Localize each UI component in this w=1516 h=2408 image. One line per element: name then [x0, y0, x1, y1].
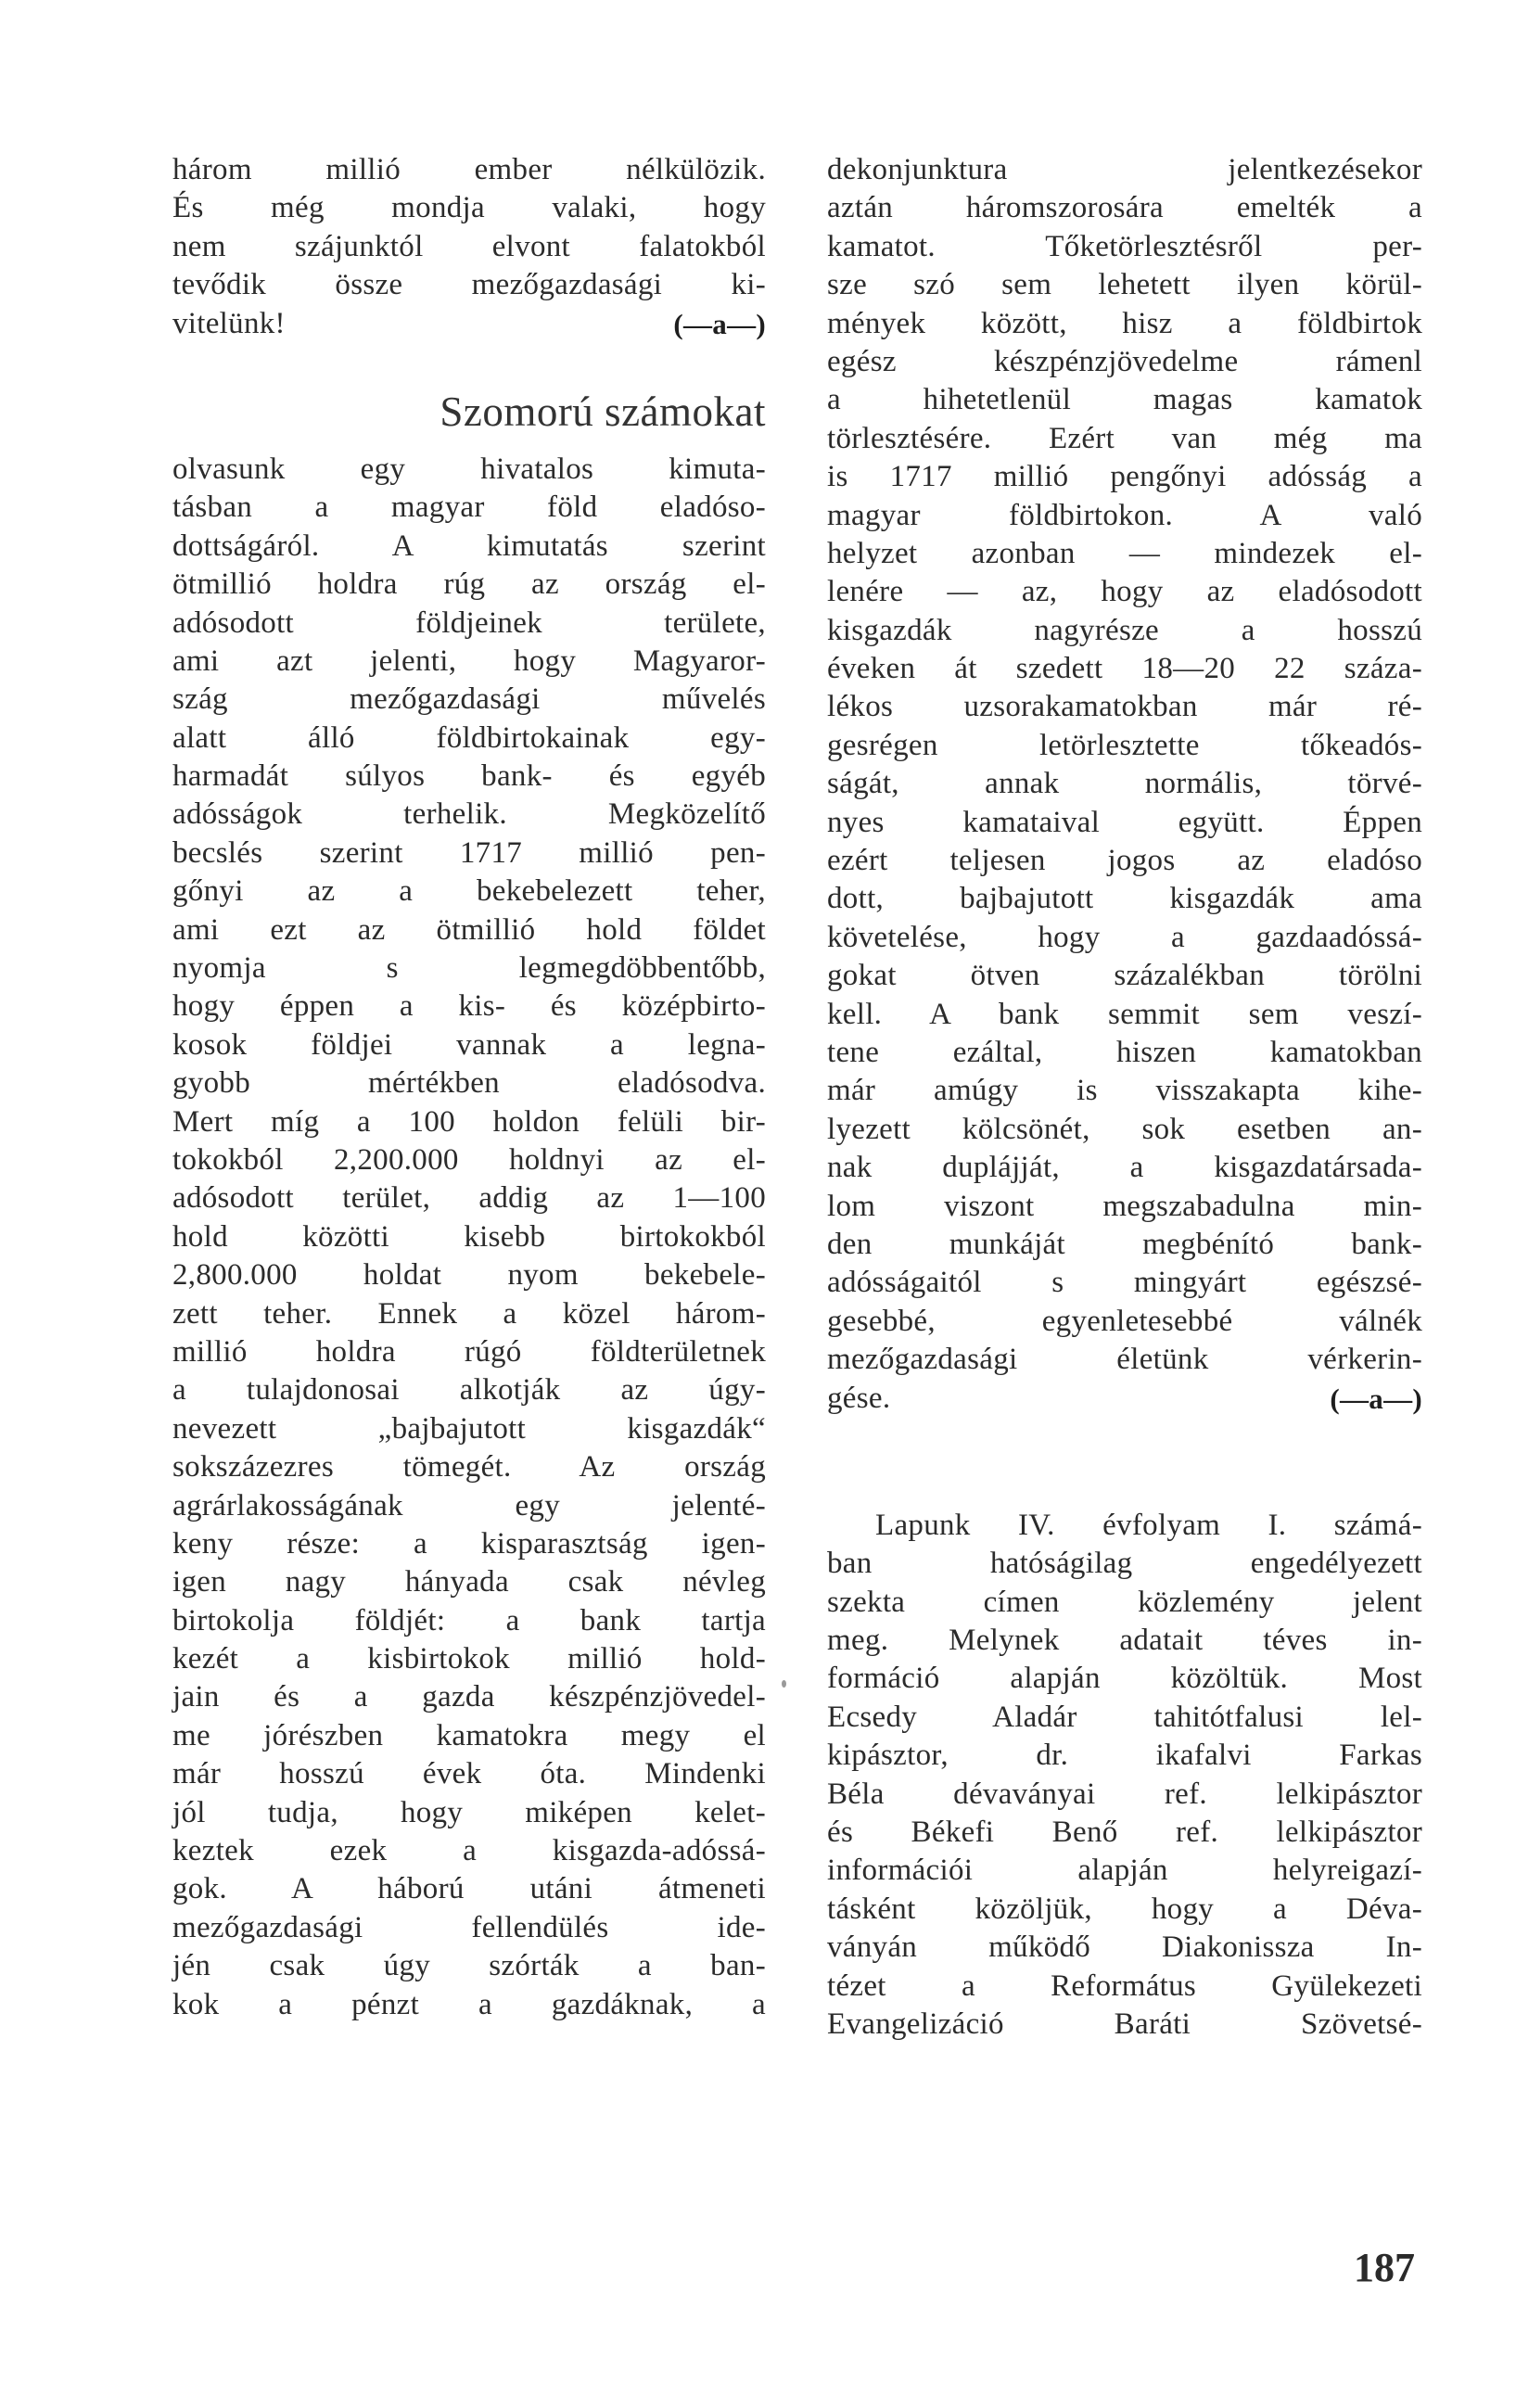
- text-line: gesrégen letörlesztette tőkeadós-: [827, 728, 1422, 762]
- text-line-end: vitelünk!: [172, 306, 286, 340]
- text-line: És még mondja valaki, hogy: [172, 191, 766, 225]
- correction-notice: [827, 1507, 1422, 2044]
- text-line: tevődik össze mezőgazdasági ki-: [172, 268, 766, 302]
- text-line: keztek ezek a kisgazda-adóssá-: [172, 1834, 766, 1868]
- text-line: adósodott földjeinek területe,: [172, 605, 766, 640]
- text-line: ami azt jelenti, hogy Magyaror-: [172, 643, 766, 678]
- text-line: gőnyi az a bekebelezett teher,: [172, 874, 766, 909]
- text-line: nyomja s legmegdöbbentőbb,: [172, 951, 766, 986]
- text-line: törlesztésére. Ezért van még ma: [827, 421, 1422, 455]
- right-column: [827, 151, 1422, 2044]
- text-line: szág mezőgazdasági művelés: [172, 682, 766, 717]
- text-line: adósságok terhelik. Megközelítő: [172, 797, 766, 832]
- text-line: dottságáról. A kimutatás szerint: [172, 529, 766, 563]
- text-line: gyobb mértékben eladósodva.: [172, 1066, 766, 1101]
- text-line: 2,800.000 holdat nyom bekebele-: [172, 1258, 766, 1293]
- text-line: magyar földbirtokon. A való: [827, 498, 1422, 532]
- notice-body: [827, 1545, 1422, 2044]
- text-line: lom viszont megszabadulna min-: [827, 1189, 1422, 1223]
- text-line-end: gése.: [827, 1381, 891, 1415]
- text-line: tene ezáltal, hiszen kamatokban: [827, 1035, 1422, 1069]
- text-line: adósságaitól s mingyárt egészsé-: [827, 1266, 1422, 1300]
- text-line: lékos uzsorakamatokban már ré-: [827, 690, 1422, 724]
- text-line: tézet a Református Gyülekezeti: [827, 1968, 1422, 2003]
- text-line: és Békefi Benő ref. lelkipásztor: [827, 1816, 1422, 1850]
- text-line: formáció alapján közöltük. Most: [827, 1662, 1422, 1696]
- text-line: jén csak úgy szórták a ban-: [172, 1949, 766, 1983]
- text-line: három millió ember nélkülözik.: [172, 153, 766, 186]
- text-line-with-signature: [827, 1380, 1422, 1418]
- text-line: kok a pénzt a gazdáknak, a: [172, 1987, 766, 2021]
- text-line: a tulajdonosai alkotják az úgy-: [172, 1373, 766, 1408]
- text-line: mezőgazdasági fellendülés ide-: [172, 1910, 766, 1944]
- text-line: már hosszú évek óta. Mindenki: [172, 1757, 766, 1791]
- text-line: ami ezt az ötmillió hold földet: [172, 912, 766, 947]
- text-line: tokokból 2,200.000 holdnyi az el-: [172, 1142, 766, 1177]
- text-line: olvasunk egy hivatalos kimuta-: [172, 452, 766, 486]
- text-line: Ecsedy Aladár tahitótfalusi lel-: [827, 1700, 1422, 1734]
- article-body-right: [827, 151, 1422, 1380]
- text-line: igen nagy hányada csak névleg: [172, 1565, 766, 1599]
- text-line: hold közötti kisebb birtokokból: [172, 1219, 766, 1254]
- text-line: ságát, annak normális, törvé-: [827, 767, 1422, 801]
- text-line: lenére — az, hogy az eladósodott: [827, 575, 1422, 609]
- article-heading: Szomorú számokat: [440, 388, 766, 435]
- text-line: millió holdra rúgó földterületnek: [172, 1334, 766, 1369]
- text-line: tásban a magyar föld eladóso-: [172, 491, 766, 525]
- previous-article-ending: [172, 151, 766, 343]
- text-line: meg. Melynek adatait téves in-: [827, 1624, 1422, 1658]
- text-line: jól tudja, hogy miképen kelet-: [172, 1795, 766, 1829]
- text-line: is 1717 millió pengőnyi adósság a: [827, 460, 1422, 494]
- text-line: zett teher. Ennek a közel három-: [172, 1296, 766, 1331]
- text-line: ban hatóságilag engedélyezett: [827, 1547, 1422, 1581]
- left-column: [172, 151, 766, 2024]
- text-line: helyzet azonban — mindezek el-: [827, 536, 1422, 570]
- text-line: nem szájunktól elvont falatokból: [172, 229, 766, 263]
- text-line: ezért teljesen jogos az eladóso: [827, 844, 1422, 878]
- text-line: adósodott terület, addig az 1—100: [172, 1181, 766, 1216]
- text-line: me jórészben kamatokra megy el: [172, 1718, 766, 1752]
- text-line: gok. A háború utáni átmeneti: [172, 1872, 766, 1906]
- text-line: kamatot. Tőketörlesztésről per-: [827, 229, 1422, 263]
- text-line: aztán háromszorosára emelték a: [827, 191, 1422, 225]
- text-line: kell. A bank semmit sem veszí-: [827, 997, 1422, 1031]
- text-line: sze szó sem lehetett ilyen körül-: [827, 268, 1422, 302]
- text-line: kipásztor, dr. ikafalvi Farkas: [827, 1739, 1422, 1773]
- text-line-with-signature: [172, 305, 766, 343]
- text-line: mezőgazdasági életünk vérkerin-: [827, 1343, 1422, 1377]
- text-line: Mert míg a 100 holdon felüli bir-: [172, 1104, 766, 1139]
- author-signature: (—a—): [1330, 1382, 1422, 1415]
- text-line: gokat ötven százalékban törölni: [827, 959, 1422, 993]
- text-line: hogy éppen a kis- és középbirto-: [172, 989, 766, 1024]
- text-line: egész készpénzjövedelme rámenl: [827, 344, 1422, 378]
- text-line: jain és a gazda készpénzjövedel-: [172, 1680, 766, 1714]
- text-line: keny része: a kisparasztság igen-: [172, 1526, 766, 1561]
- text-line: kosok földjei vannak a legna-: [172, 1027, 766, 1062]
- text-line: Béla dévaványai ref. lelkipásztor: [827, 1777, 1422, 1811]
- text-line-indented: Lapunk IV. évfolyam I. számá-: [875, 1508, 1422, 1542]
- page-number: 187: [1354, 2245, 1415, 2290]
- print-speck: [782, 1680, 786, 1688]
- text-line: dekonjunktura jelentkezésekor: [827, 153, 1422, 186]
- text-line: Evangelizáció Baráti Szövetsé-: [827, 2007, 1422, 2041]
- article-body-left: [172, 451, 766, 2024]
- text-line: den munkáját megbénító bank-: [827, 1227, 1422, 1261]
- text-line: információi alapján helyreigazí-: [827, 1854, 1422, 1888]
- text-line: nevezett „bajbajutott kisgazdák“: [172, 1411, 766, 1446]
- text-line: már amúgy is visszakapta kihe-: [827, 1074, 1422, 1108]
- text-line: lyezett kölcsönét, sok esetben an-: [827, 1112, 1422, 1146]
- author-signature: (—a—): [673, 307, 766, 340]
- text-line: agrárlakosságának egy jelenté-: [172, 1488, 766, 1523]
- text-line: kezét a kisbirtokok millió hold-: [172, 1642, 766, 1676]
- text-line: követelése, hogy a gazdaadóssá-: [827, 920, 1422, 954]
- text-line: gesebbé, egyenletesebbé válnék: [827, 1304, 1422, 1338]
- text-line: mények között, hisz a földbirtok: [827, 306, 1422, 340]
- text-line: sokszázezres tömegét. Az ország: [172, 1450, 766, 1484]
- text-line: nak duplájját, a kisgazdatársada-: [827, 1151, 1422, 1185]
- text-line: becslés szerint 1717 millió pen-: [172, 835, 766, 870]
- text-line: szekta címen közlemény jelent: [827, 1585, 1422, 1619]
- text-line: harmadát súlyos bank- és egyéb: [172, 759, 766, 794]
- text-line: alatt álló földbirtokainak egy-: [172, 720, 766, 755]
- text-line: nyes kamataival együtt. Éppen: [827, 805, 1422, 839]
- text-line: éveken át szedett 18—20 22 száza-: [827, 652, 1422, 686]
- text-line: birtokolja földjét: a bank tartja: [172, 1603, 766, 1637]
- text-line: a hihetetlenül magas kamatok: [827, 383, 1422, 417]
- text-line: kisgazdák nagyrésze a hosszú: [827, 613, 1422, 647]
- text-line: ványán működő Diakonissza In-: [827, 1930, 1422, 1965]
- section-spacer: [827, 1418, 1422, 1507]
- text-line: ötmillió holdra rúg az ország el-: [172, 567, 766, 602]
- text-line: dott, bajbajutott kisgazdák ama: [827, 882, 1422, 916]
- text-line: tásként közöljük, hogy a Déva-: [827, 1892, 1422, 1926]
